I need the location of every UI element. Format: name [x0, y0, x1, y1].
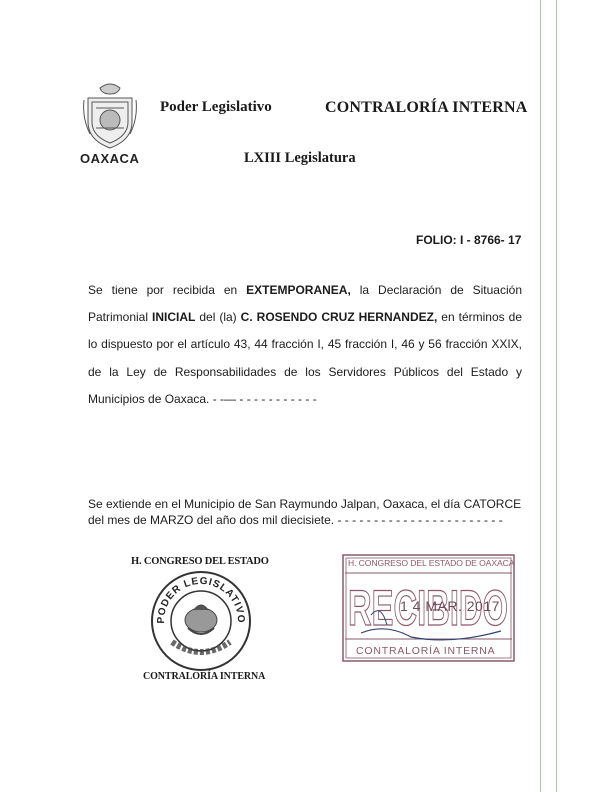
issuance-line: Se extiende en el Municipio de San Raymundo Jalpan, Oaxaca, el día CATORCE [88, 497, 522, 511]
issuance-statement [88, 496, 528, 528]
contraloria-seal-caption: CONTRALORÍA INTERNA [143, 671, 266, 682]
seal-ring-text: PODER LEGISLATIVO [155, 575, 247, 624]
contraloria-heading: CONTRALORÍA INTERNA [325, 99, 528, 116]
state-name: OAXACA [80, 151, 140, 166]
declarant-name: C. ROSENDO CRUZ HERNANDEZ, [240, 310, 438, 325]
paragraph-line: Patrimonial INICIAL del (la) C. ROSENDO CRUZ HERNANDEZ, en términos de [88, 310, 522, 325]
extemporanea-label: EXTEMPORANEA, [246, 283, 351, 297]
stamp-header: H. CONGRESO DEL ESTADO DE OAXACA [348, 558, 515, 568]
paragraph-line: lo dispuesto por el artículo 43, 44 fracción I, 45 fracción I, 46 y 56 fracción XXIX, [88, 337, 522, 352]
congreso-seal-title: H. CONGRESO DEL ESTADO [131, 556, 269, 567]
stamp-footer: CONTRALORÍA INTERNA [356, 645, 496, 657]
declaration-paragraph [88, 277, 522, 413]
scan-margin-line [540, 0, 541, 792]
stamp-big-word: RECIBIDO [348, 580, 508, 636]
issuance-line: del mes de MARZO del año dos mil diecisiete. - - - - - - - - - - - - - - - - - - - - - - - [88, 513, 503, 527]
stamp-date: 1 4 MAR. 2017 [400, 598, 500, 614]
scan-margin-line [556, 0, 557, 792]
congreso-seal-icon [150, 570, 252, 672]
paragraph-line: de la Ley de Responsabilidades de los Servidores Públicos del Estado y [88, 364, 522, 379]
poder-legislativo-heading: Poder Legislativo [160, 99, 272, 115]
paragraph-line: Se tiene por recibida en EXTEMPORANEA, la Declaración de Situación [88, 283, 522, 297]
legislatura-heading: LXIII Legislatura [244, 150, 356, 166]
folio-number: FOLIO: I - 8766- 17 [416, 233, 522, 247]
paragraph-line: Municipios de Oaxaca. - -— - - - - - - - - - - - [88, 391, 317, 406]
oaxaca-coat-of-arms-icon [82, 78, 138, 150]
inicial-label: INICIAL [152, 310, 196, 325]
